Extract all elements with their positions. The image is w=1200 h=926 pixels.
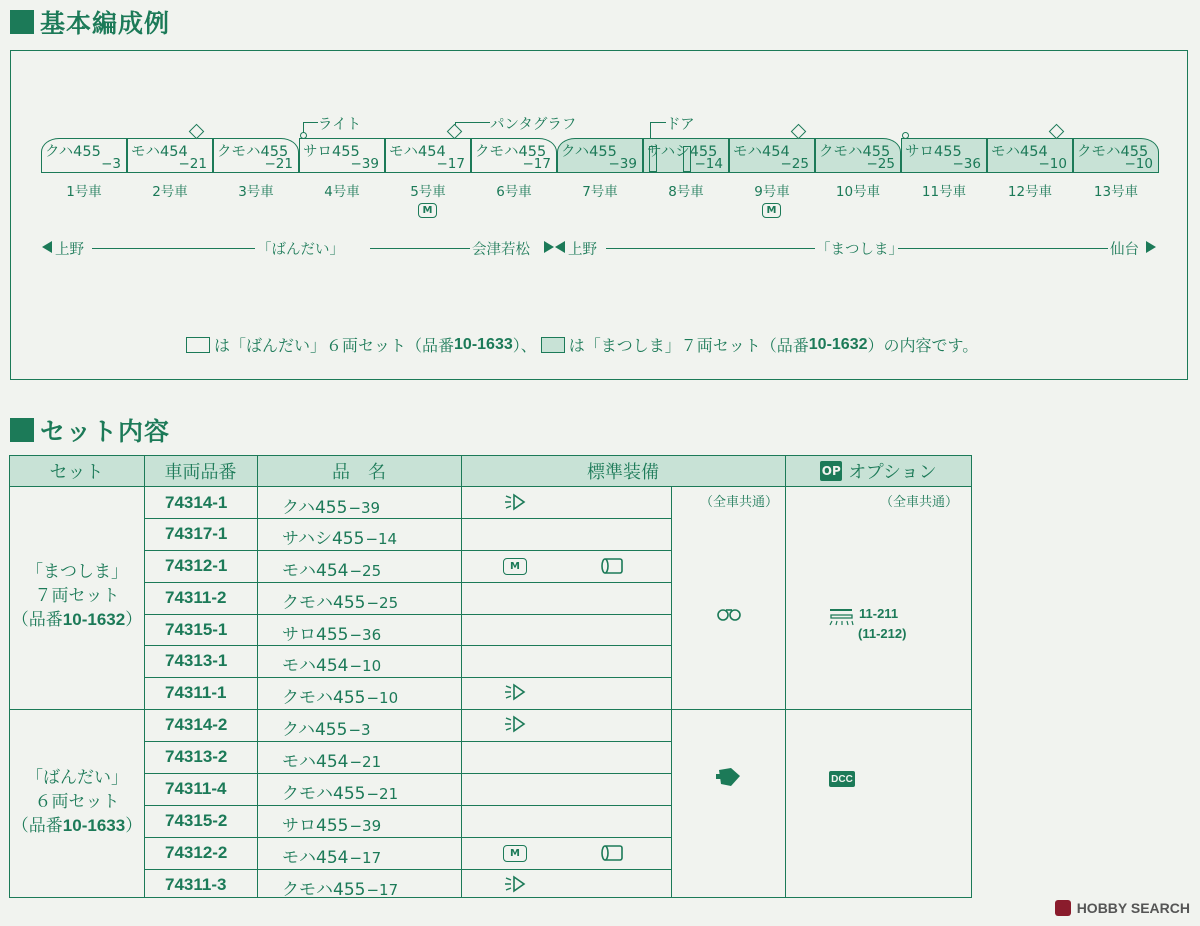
car-12: モハ454 −10	[987, 138, 1073, 173]
watermark-logo-icon	[1055, 900, 1071, 916]
car-number: 7号車	[582, 184, 618, 200]
headlight-icon	[504, 682, 530, 702]
section-title-formation: 基本編成例	[10, 4, 170, 40]
callout-door: ドア	[666, 117, 695, 133]
car-10: クモハ455 −25	[815, 138, 901, 173]
option-code-main: 11-211	[859, 606, 899, 621]
route-right-name: 「まつしま」	[816, 242, 903, 258]
car-5: モハ454 −17	[385, 138, 471, 173]
car-number: 4号車	[324, 184, 360, 200]
section-title-set-contents: セット内容	[10, 412, 170, 448]
route-right-start: 上野	[568, 242, 597, 258]
dcc-badge: DCC	[829, 771, 855, 787]
arrow-left-icon	[555, 241, 565, 253]
callout-light: ライト	[318, 117, 362, 133]
set-label-matsushima: 「まつしま」 ７両セット （品番10-1632）	[11, 562, 143, 630]
motor-icon: M	[503, 845, 527, 862]
car-3: クモハ455 −21	[213, 138, 299, 173]
car-11: サロ455 −36	[901, 138, 987, 173]
car-6: クモハ455 −17	[471, 138, 557, 173]
car-9: モハ454 −25	[729, 138, 815, 173]
common-label-option: （全車共通）	[880, 495, 959, 510]
section-marker	[10, 10, 34, 34]
car-number: 8号車	[668, 184, 704, 200]
route-line	[898, 248, 1108, 249]
car-number: 9号車	[754, 184, 790, 200]
dcc-socket-icon	[716, 766, 744, 788]
common-label: （全車共通）	[700, 495, 779, 510]
formation-note: は「ばんだい」６両セット（品番 10-1633 ）、 は「まつしま」７両セット（品番 10-1632 ）の内容です。	[186, 333, 978, 356]
callout-pantograph: パンタグラフ	[490, 117, 577, 133]
car-number: 2号車	[152, 184, 188, 200]
coupler-icon	[716, 606, 742, 622]
car-13: クモハ455 −10	[1073, 138, 1159, 173]
callout-light-leader	[303, 122, 318, 133]
car-8: サハシ455 −14	[643, 138, 729, 173]
light-mark-icon	[300, 132, 307, 139]
legend-unshaded-box	[186, 337, 210, 353]
car-number: 1号車	[66, 184, 102, 200]
formation-panel	[10, 50, 1188, 380]
callout-door-leader	[650, 122, 666, 139]
watermark: HOBBY SEARCH	[1055, 900, 1190, 916]
headlight-icon	[504, 492, 530, 512]
arrow-right-icon	[1146, 241, 1156, 253]
option-code-alt: (11-212)	[858, 626, 907, 641]
car-number: 11号車	[921, 184, 967, 200]
route-right-end: 仙台	[1110, 242, 1139, 258]
door-icon	[683, 146, 691, 172]
route-left-name: 「ばんだい」	[257, 242, 344, 258]
route-line	[92, 248, 255, 249]
flywheel-icon	[600, 843, 624, 863]
flywheel-icon	[600, 556, 624, 576]
callout-pantograph-leader	[455, 122, 490, 129]
header-set: セット	[49, 462, 104, 483]
route-left-end: 会津若松	[472, 242, 530, 258]
header-car-number: 車両品番	[164, 462, 237, 483]
car-number: 10号車	[835, 184, 881, 200]
set-label-bandai: 「ばんだい」 ６両セット （品番10-1633）	[11, 768, 143, 836]
motor-icon: M	[762, 203, 781, 218]
option-badge: OP	[820, 461, 842, 481]
route-left-start: 上野	[55, 242, 84, 258]
header-standard: 標準装備	[587, 462, 659, 483]
car-number: 3号車	[238, 184, 274, 200]
arrow-left-icon	[42, 241, 52, 253]
car-number: 12号車	[1007, 184, 1053, 200]
section-marker	[10, 418, 34, 442]
header-product-name: 品 名	[332, 462, 386, 483]
headlight-icon	[504, 874, 530, 894]
door-icon	[649, 146, 657, 172]
header-option: OP オプション	[821, 462, 937, 483]
car-2: モハ454 −21	[127, 138, 213, 173]
car-number: 5号車	[410, 184, 446, 200]
car-7: クハ455 −39	[557, 138, 643, 173]
car-number: 6号車	[496, 184, 532, 200]
room-light-icon	[828, 606, 854, 626]
car-number: 13号車	[1093, 184, 1139, 200]
arrow-right-icon	[544, 241, 554, 253]
car-4: サロ455 −39	[299, 138, 385, 173]
headlight-icon	[504, 714, 530, 734]
light-mark-icon	[902, 132, 909, 139]
route-line	[370, 248, 470, 249]
car-1: クハ455 −3	[41, 138, 127, 173]
legend-shaded-box	[541, 337, 565, 353]
motor-icon: M	[418, 203, 437, 218]
route-line	[606, 248, 815, 249]
motor-icon: M	[503, 558, 527, 575]
